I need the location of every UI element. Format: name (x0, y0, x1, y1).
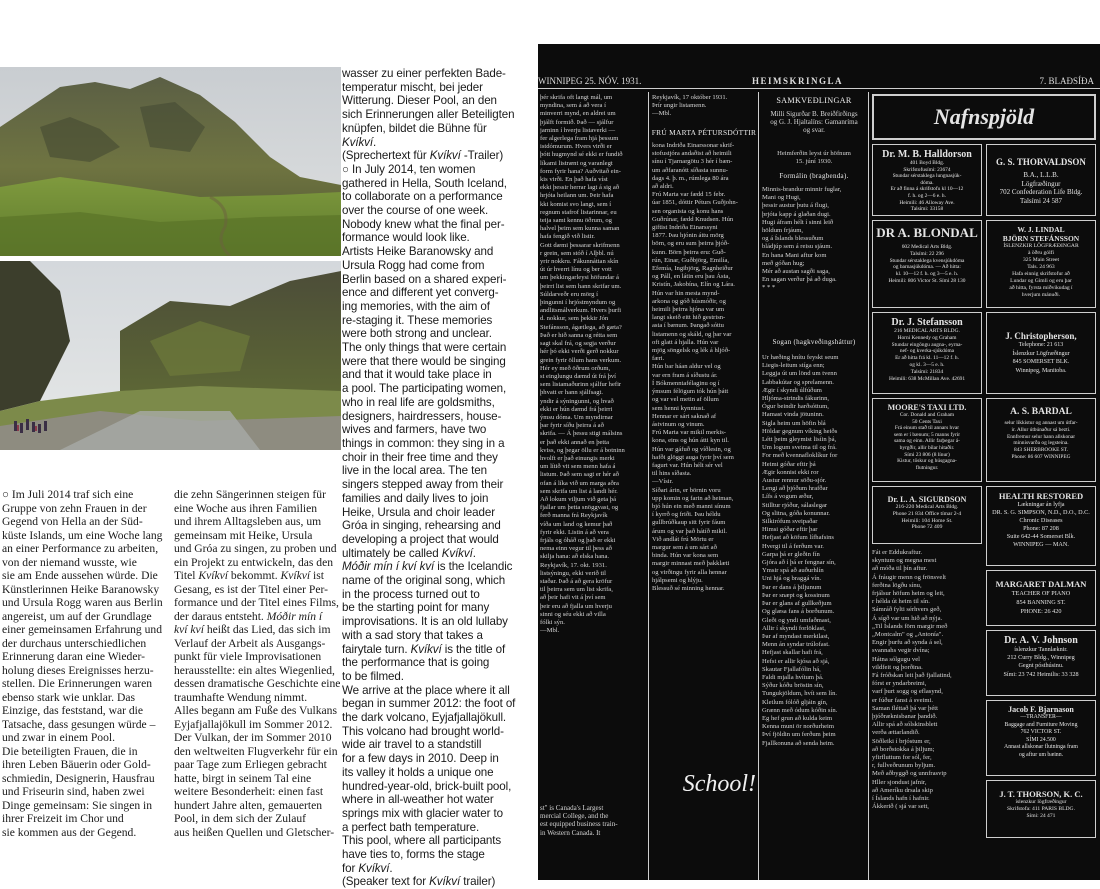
school-ad-text: st" is Canada's Largest mercial College, and the est equipped business train- in Western Canada. It (540, 804, 618, 837)
verse-intro: Minnis-brandur minnir fuglar, Mani og Hugi, þessir austur þutu á flugi, þrjóta kapp á glaðan dugi. Hugi áfram hélt í sinni leið höldum frjáum, og á Íslands blessuðum bládjúp sem á reisu sjáum. En hana Mani aftur kom með góðan hug; Mér að austan sagði saga, En sagan verður þá að duga. * * * (762, 186, 842, 292)
column-rule-3 (868, 92, 869, 880)
ad-title: J. T. THORSON, K. C. (999, 789, 1083, 799)
valley-hikers-image (0, 261, 341, 450)
ad-title: MARGARET DALMAN (995, 579, 1087, 589)
ad-margaret-dalman (986, 570, 1096, 626)
ad-body: Lækningar án lyfja DR. S. G. SIMPSON, N.D., D.O., D.C. Chronic Diseases Phone: 87 208 Suite 642-44 Somerset Blk. WINNIPEG — MAN. (992, 501, 1090, 548)
ad-thorson (986, 780, 1096, 838)
ad-body: íslenzkur Tannlæknir. 212 Curry Bldg., Winnipeg Gegnt pósthúsinu. Sími: 23 742 Heimilis: 33 328 (1003, 646, 1079, 678)
english-p1-title-2: Kvíkví (429, 149, 461, 163)
english-p1-a: wasser zu einer perfekten Bade- temperatur mischt, bei jeder Witterung. Dieser Pool, an den sich Erinnerungen aller Beteiligten knüpfen, bildet die Bühne für (342, 67, 515, 135)
ad-blondal (872, 220, 982, 308)
nafnspjold-title: Nafnspjöld (933, 104, 1035, 129)
ad-thorvaldson (986, 144, 1096, 216)
ad-title: Jacob F. Bjarnason (1008, 705, 1074, 714)
newspaper-name: HEIMSKRINGLA (752, 76, 844, 86)
ad-body: ÍSLENZKIR LÖGFRÆÐINGAR à öðru gólfi 325 Main Street Tals. 24 963 Hafa einnig skrifstofur að Lundar og Gimli og eru þar að hitta, fyrsta miðvikudag í hverjum mánuði. (1003, 243, 1079, 298)
newspaper-column-2-top: Reykjavík, 17 október 1931. Þrír ungir listamenn. —Mbl. (652, 94, 728, 118)
german-col2-part-c: ist Gesang, es ist der Titel einer Per- formance und der Titel eines Films, der daraus entsteht. (174, 569, 339, 623)
ad-christopherson (986, 312, 1096, 394)
english-p1-title: Kvíkví (342, 135, 373, 149)
ad-bjarnason (986, 700, 1096, 776)
ad-stefansson (872, 312, 982, 394)
ad-title: A. S. BARDAL (1010, 407, 1072, 417)
ad-body: TEACHER OF PIANO 854 BANNING ST. PHONE: 26 420 (1011, 590, 1071, 615)
ad-moores-taxi (872, 398, 982, 482)
ad-title: G. S. THORVALDSON (996, 157, 1086, 167)
ad-body: —TRANSFER— Baggage and Furniture Moving 762 VICTOR ST. SÍMI 24.500 Annast allskonar flutninga fram og aftur um bæinn. (1004, 714, 1078, 758)
german-col2-title-kvikvi: Kvíkví (198, 569, 229, 582)
english-p2-title-2: Kvíkví (410, 642, 442, 656)
german-column-2 (174, 488, 342, 839)
ad-title: J. Christopherson, (1005, 331, 1077, 341)
ad-lindal (986, 220, 1096, 308)
obituary-heading: FRÚ MARTA PÉTURSDÓTTIR (651, 128, 757, 137)
english-p2-title-4: Kvíkví (429, 875, 461, 889)
ad-body: 216-220 Medical Arts Bldg. Phone 21 834 Office tímar 2-4 Heimili: 104 Home St. Phone 72 409 (892, 504, 962, 531)
english-p2-b: . (472, 546, 476, 560)
newspaper-date: WINNIPEG 25. NÓV. 1931. (538, 76, 642, 86)
english-p2-f: trailer) (460, 875, 496, 889)
english-p1-c: -Trailer) (460, 149, 504, 163)
ad-body: íslenzkur lögfræðingur Skrifstofa: 411 PARIS BLDG. Sími: 24 471 (1007, 799, 1075, 820)
verse-main: Ur hæðing hnítu feyskt seum Liegis-leitum stíga enn; Leggja út um lönd um tvenn Labbakútar og sprelamenn. Ægir í skyndi úlfúðum Hljóma-strindis fákurinn, Ógur beindir harðsóttum, Hamast vinda jötuninn. Sigla heim um höfin blá Höldar gegnum víking heiðs Létt þeim gleymist lisíin þá, Um logum sveima til og frá. For með kvennafloklíkur for Heimi góðar eftir þá Ægir konnist ekki ror Austur rennur söðu-sjór. Lengi að þjóðum hrafðar Lífs á vogum æður, Stilltur rjóður, sálaslegar Og slitna, góða konunnar. Silkirófum sveipaðar Himsi góðar eftir þar Hefjast að köfum lífhafsins Hvergi til á ferðum var. Garpa þá er gleðin fín Gjóra að í þá er fengnar sín, Ymsir spá að auðurhlín Uni hjá og braggá vín. Þar er dans á þiljunum Þar er snæpt og kossinum Þar er glans af gullkeðjum Og glæsa fans á borðunum. Gleði og yndi umfaðmast, Allir í skyndi forlöklast, Þar af myndast merkilast, Menn án syndar trúlofast. Hefjast skallar hafi frá, Hefst er allir kjósa að sjá, Skautar Fjallafólin há, Faldi mjalla hvítum þá. Sýður kóðu bröstin sín, Tungukjöldum, hvít sem lín. Kletlum fólóð gljáin gín, Grænn með ódum kóðin sín. Eg hef grun að kulda keim Kenna muni ör norðurheim Því fjöldin um ferðum þeim Fjallkonuna að senda heim. (762, 354, 839, 747)
english-p2-title: Kvíkví (441, 546, 473, 560)
ad-title: Dr. J. Stefansson (891, 317, 963, 328)
nafnspjold-banner (872, 94, 1096, 140)
newspaper-column-1: þér skrifa oft langt mál, um myndina, sem á að vera í minverri mynd, en aldrei um þjálft formið. Það — sjálfur jarninn í hverju listaverki — fer algerlega fram hjá þessum istdómurum. Hvers virði er þótt hugmynd sé ekki er fundið líkami listrænt og varanlegt form fyrir hana? Auðvitað ein- kis virði. En það hafa víst ekki þessir herrar lagt á sig að hrjóta heilann um. Þeir hafa kki komist svo langt, sem í regnum stafrof listarinnar, eu teija samt kennu öðrum, og halvel þeim sem kunna saman hafa fengið við listir. Gott dæmi þessarar skrifmenn r grein, sem stóð í Alþbl. nú yrir nokkru. Fákunnáttan skín út úr hverri línu og ber vott um þekkingarleysi höfundar á þeirri list sem hann skrifar um. Súldarveðr eru mörg í þingunni í hrjóstmyndum og andlitsmálverkum. Hvers þurfi d. nokkur, sem þekkir Jón Stefánsson, ágætlega, að gæta? Það er hið sanna og rétta sem sagt skal frá, og segja verður hér þó ekki verði gerð nokkur grein fyrir öllum hans verkum. Hér ey með öðrum orðum, st einglungu dæmd út frá því sem listamaðurinn sjálfur hefir þhvatt er hann sjálfsagt. yndir á sýningunni, og hvað ekki er hún dæmd frá þeirri ýmsu dóma. Um myndirnar þar fyrir síðu þeirra á að skrifa. — Á þessu stigi málsins er það ekki annað en þetta kviss, og þegar öllu er á botninn hvolft er það einungis merki um lítið vit sem menn hafa á listum. Það sem sagt er hér að ofan á líka við um marga aðra sem skrifa um list á landi hér. Að lokum viljum við geta þá fjallar um þetta snöggvast, og ferð manna frá Reykjavík víða um land og kemur það fyrir ekki. Listin á að vera frjáls og óháð og það er ekki nema einn vegur til þess að skilja hana: að elska hana. Reykjavík, 17. okt. 1931. listsýningu, ekki verið til staðar. Það á að gera kröfur til þeirra sem um list skrifa, að þeir hafi vit á því sem þeir eru að fjalla um hverju sinni og séu ekki að villa fólki sýn. —Mbl. (540, 94, 625, 635)
ad-title: Dr. L. A. SIGURDSON (887, 495, 967, 504)
german-column-1: ○ Im Juli 2014 traf sich eine Gruppe von zehn Frauen in der Gegend von Hella an der Süd- küste Islands, um eine Woche lang an einer Performance zu arbeiten, von der niemand wusste, wie sie am Ende aussehen würde. Die Künstlerinnen Heike Baranowsky und Ursula Rogg waren aus Berlin angereist, um auf der Grundlage einer gemeinsamen Erfahrung und der durchaus unterschiedlichen Erinnerung daran eine Wieder- holung dieses Ereignisses herzu- stellen. Die Erinnerungen waren ebenso stark wie unklar. Das Einzige, das feststand, war die Tatsache, dass gesungen würde – und zwar in einem Pool. Die beteiligten Frauen, die in ihren Leben Bäuerin oder Gold- schmiedin, Designerin, Hausfrau und Friseurin sind, haben zwei Dinge gemeinsam: Sie singen in ihrer Freizeit im Chor und sie kommen aus der Gegend. (2, 488, 163, 839)
ad-body: selur líkkistur og annast um útfar- ir. Allur útbúnaður sá bezti. Ennfremur selur hann allskonar minnisvarða og legsteina. 843 SHERBROOKE ST. Phone: 86 607 WINNIPEG (1004, 420, 1078, 460)
ad-body: B.A., L.L.B. Lögfræðingur 702 Confederation Life Bldg. Talsími 24 587 (999, 171, 1083, 205)
ad-body: 602 Medical Arts Bldg. Talsími: 22 296 Stundar sérstaklega kvensjúkdóma og barnasjúkdóma. — Að hitta: kl. 10—12 f. h. og 3—5 e. h. Heimili: 806 Victor St. Sími 28 130 (888, 244, 966, 284)
ad-title: Dr. A. V. Johnson (1004, 635, 1078, 646)
landscape-photo-bottom (0, 261, 341, 450)
ad-body: Telephone: 21 613 Íslenzkur Lögfræðingur 845 SOMERSET BLK. Winnipeg, Manitoba. (1012, 342, 1070, 374)
english-p2-c: is the Icelandic name of the original song, which in the process turned out to be the starting point for many improvisations. It is an old lullaby with a sad story that takes a fairytale turn. (342, 560, 513, 656)
masthead-rule (538, 88, 1100, 89)
ad-health-restored (986, 486, 1096, 566)
formalin-heading: Formálin (bragbenda). (779, 172, 849, 180)
newspaper-column-4-verse: Fát er Eddukraftur. skyntum og megna mest að móða til þín aftur. Á fráugir menn og frönsvelt ferðina lögðu sínu, frjálsur höfum heim og leit, r hélda út heim til sín. Sámráð fylti sérhvers geð, Á sígð var um hið að nýja. „Til Íslands förn margir með „Montcalm" og „Antonía". Engir þurfu að synda á sel, svannahs vegir dvína; Hátna sólgugu vel vildfeit og þorðina. Fá fróðskan leit það fjallatind, fórst er yndarbreimi, varf þurt sogg og eflasynd, er fúður fanst á sveimi. Saman fléttað þá var þétt þjóðræknisbanar þandið. Allir spá að sólskinsblett verða ættarlandið. Söðleiki í brjóstum er, að borðstokka á þiljum; yfirfluttum for sól, fer, r, fullveðrunum byljum. Með aðbyggð og unnfrasvip Hller sjondust jafnir, að Ameríku drsala skip í Íslands hafn í hafnir. Ákkerið ( sjá var sett, (872, 549, 952, 811)
sogan-heading: Sogan (hagkveðingsháttur) (772, 338, 856, 346)
newspaper-page (538, 44, 1100, 880)
english-p1-b: . (Sprechertext für (342, 135, 427, 163)
ad-title: Dr. M. B. Halldorson (882, 149, 972, 160)
ad-johnson (986, 630, 1096, 696)
ad-title: HEALTH RESTORED (998, 491, 1084, 501)
samkvedlingar-heading: SAMKVEÐLINGAR (776, 96, 852, 105)
samkvedlingar-subtitle: Milli Sigurðar B. Breiðfirðings og G. J. Hjaltalíns: Gamanríma og svar. (770, 110, 858, 135)
newspaper-masthead (538, 74, 1100, 88)
ad-bardal (986, 398, 1096, 482)
newspaper-column-2-body: kona Indriða Einarssonar skrif- stofustjóra andaðist að heimili sínu í Tjarnargötu 3 hér í bæn- um aðfaranótt síðasta sunnu- dags 4. þ. m., rúmlega 80 ára að aldri. Frú Marta var fædd 15 febr. úar 1851, dóttir Péturs Guðjohn- sen organista og konu hans Guðrúnar, fædd Knudsen. Hún giftist Indriða Einarssyni 1877. Þau hjónin áttu mörg börn, og eru sum þeirra þjóð- kunn. Börn þeirra eru: Guð- rún, Einar, Guðbjörg, Emilía, Efemía, Ingibjörg, Ragnheiður og Páll, en látin eru þau Ásta, Kristín, Jakobína, Elín og Lára. Hún var hin mesta mynd- arkona og góð húsmóðir, og heimili þeirra hjóna var um langt skeið eitt hið gestrisn- asta í bænum. Þangað sóttu listamenn og skáld, og þar var oft glatt á hjalla. Hún var mjög söngelsk og lék á hljóð- færi. Hún bar háan aldur vel og var ern fram á síðustu ár. Í Bókmenntafélaginu og í ýmsum félögum tók hún þátt og var vel metin af öllum sem henni kynntust. Hennar er sárt saknað af ástvinum og vinum. Frú Marta var mikil merkis- kona, eins og hún átti kyn til. Hún var gáfuð og víðlesin, og hafði glöggt auga fyrir því sem fagurt var. Hún hélt sér vel til hins síðasta. —Vísir. Síðari árin, er börnin voru upp komin og farin að heiman, bjó hún ein með manni sínum í kyrrð og friði. Þau héldu gullbrúðkaup sitt fyrir fáum árum og var það hátíð mikil. Við andlát frú Mörtu er margur sem á um sárt að binda. Hún var kona sem margir minnast með þakklæti og virðingu fyrir alla hennar hjálpsemi og hlýju. Blessuð sé minning hennar. (652, 142, 738, 592)
german-col2-part-d: heißt das Lied, das sich im Verlauf der Arbeit als Ausgangs- punkt für viele Improvisationen herausstellte: ein altes Wiegenlied, dessen dramatische Geschichte eine traumhafte Wendung nimmt. Alles begann am Fuße des Vulkans Eyjafjallajökull im Sommer 2012. Der Vulkan, der im Sommer 2010 den weltweiten Flugverkehr für ein paar Tage zum Erliegen gebracht hatte, birgt in seinem Tal eine weitere Besonderheit: einen fast hundert Jahre alten, gemauerten Pool, in dem sich der Zulauf aus heißen Quellen und Gletscher- (174, 623, 341, 839)
column-rule-2 (758, 92, 759, 880)
english-p2-song: Móðir mín í kví kví (342, 560, 435, 574)
ad-title: DR A. BLONDAL (876, 225, 978, 240)
ad-halldorson (872, 144, 982, 216)
english-column (342, 67, 534, 889)
ad-title: W. J. LINDAL BJÖRN STEFÁNSSON (1002, 225, 1080, 243)
ad-body: 401 Boyd Bldg. Skrifstofusími: 23674 Stundar sérstaklega lungnasjúk- dóma. Er að finna á skrifstofu kl 10—12 f. h. og 2—6 e. h. Heimili: 46 Alloway Ave. Talsími: 33158 (890, 160, 964, 213)
ad-sigurdson (872, 486, 982, 544)
ad-title: MOORE'S TAXI LTD. (887, 403, 967, 412)
newspaper-page-number: 7. BLAÐSÍÐA (1039, 76, 1094, 86)
english-p2-e: . (Speaker text for (342, 861, 427, 889)
english-p2-title-3: Kvíkví (358, 861, 390, 875)
german-col2-title-kvikvi-2: Kvíkví (280, 569, 311, 582)
school-ad-headline: School! (682, 771, 756, 797)
german-col2-part-b: bekommt. (228, 569, 281, 582)
landscape-photo-top (0, 67, 341, 256)
mountain-landscape-image (0, 67, 341, 256)
ad-body: 216 MEDICAL ARTS BLDG. Horni Kennedy og Graham Stundar eingöngu augna-, eyrna- nef- og kverka-sjúkdóma Er að hitta frá kl. 11—12 f. h. og kl. 3—5 e. h. Talsími: 21834 Heimili: 638 McMillan Ave. 42691 (888, 328, 966, 382)
german-col2-song-title: Móðir mín í kví kví (174, 609, 323, 636)
ad-body: Cor. Donald and Graham 50 Cents Taxi Frá einum stað til annars hvar sem er í bænum; 5 manns fyrir sama og einn. Allir farþegar á- byrgðir, allir bílar hitaðir. Sími 23 806 (8 línur) Kistur, töskur og húsgagna- flutningur. (893, 412, 961, 471)
journey-note: Heimferðin leyst úr höfnum 15. júní 1930. (777, 150, 851, 166)
english-p2: ○ In July 2014, ten women gathered in Hella, South Iceland, to collaborate on a performance over the course of one week. Nobody knew what the final per- formance would look like. Artists Heike Baranowsky and Ursula Rogg had come from Berlin based on a shared experi- ence and different yet converg- ing memories, with the aim of re-staging it. These memories were both strong and unclear. The only things that were certain were that there would be singing and that it would take place in a pool. The participating women, who in real life are goldsmiths, designers, hairdressers, house- wives and farmers, have two things in common: they sing in a choir in their free time and they live in the local area. The ten singers stepped away from their families and daily lives to join Heike, Ursula and choir leader Gróa in singing, rehearsing and developing a project that would ultimately be called (342, 162, 507, 560)
column-rule-1 (648, 92, 649, 880)
german-col2-part-a: die zehn Sängerinnen steigen für eine Woche aus ihren Familien und ihrem Alltagsleben aus, um gemeinsam mit Heike, Ursula und Gróa zu singen, zu proben und ein Projekt zu entwickeln, das den Titel (174, 488, 337, 582)
english-p2-d: is the title of the performance that is going to be filmed. We arrive at the place where it all began in summer 2012: the foot of the dark volcano, Eyjafjallajökull. This volcano had brought world- wide air travel to a standstill for a few days in 2010. Deep in its valley it holds a unique one hundred-year-old, brick-built pool, where in all-weather hot water springs mix with glacier water to a perfect bath temperature. This pool, where all participants have ties to, forms the stage for (342, 642, 516, 875)
